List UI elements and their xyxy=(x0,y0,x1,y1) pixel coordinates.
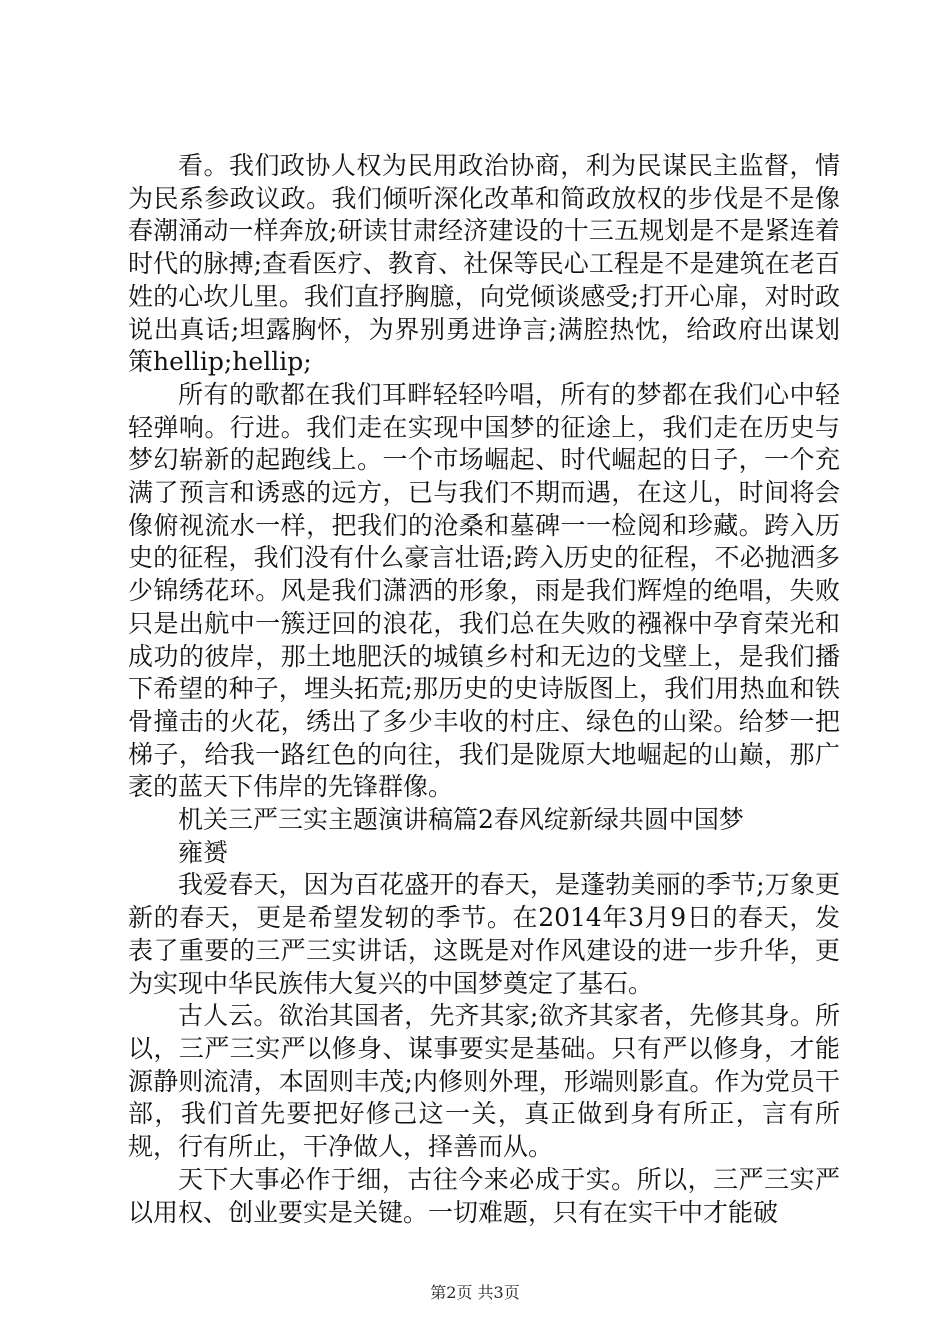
section-title: 机关三严三实主题演讲稿篇2春风绽新绿共圆中国梦 xyxy=(178,805,744,835)
paragraph-5: 天下大事必作于细，古往今来必成于实。所以，三严三实严以用权、创业要实是关键。一切难题，只有在实干中才能破 xyxy=(128,1164,840,1227)
paragraph-2: 所有的歌都在我们耳畔轻轻吟唱，所有的梦都在我们心中轻轻弹响。行进。我们走在实现中国梦的征途上，我们走在历史与梦幻崭新的起跑线上。一个市场崛起、时代崛起的日子，一个充满了预言和诱惑的远方，已与我们不期而遇，在这儿，时间将会像俯视流水一样，把我们的沧桑和墓碑一一检阅和珍藏。跨入历史的征程，我们没有什么豪言壮语;跨入历史的征程，不必抛洒多少锦绣花环。风是我们潇洒的形象，雨是我们辉煌的绝唱，失败只是出航中一簇迂回的浪花，我们总在失败的襁褓中孕育荣光和成功的彼岸，那土地肥沃的城镇乡村和无边的戈壁上，是我们播下希望的种子，埋头拓荒;那历史的史诗版图上，我们用热血和铁骨撞击的火花，绣出了多少丰收的村庄、绿色的山梁。给梦一把梯子，给我一路红色的向往，我们是陇原大地崛起的山巅，那广袤的蓝天下伟岸的先锋群像。 xyxy=(128,379,840,802)
paragraph-3: 我爱春天，因为百花盛开的春天，是蓬勃美丽的季节;万象更新的春天，更是希望发轫的季节。在2014年3月9日的春天，发表了重要的三严三实讲话，这既是对作风建设的进一步升华，更为实现中华民族伟大复兴的中国梦奠定了基石。 xyxy=(128,870,840,998)
author-name: 雍赟 xyxy=(178,837,229,867)
paragraph-1: 看。我们政协人权为民用政治协商，利为民谋民主监督，情为民系参政议政。我们倾听深化改革和简政放权的步伐是不是像春潮涌动一样奔放;研读甘肃经济建设的十三五规划是不是紧连着时代的脉搏;查看医疗、教育、社保等民心工程是不是建筑在老百姓的心坎儿里。我们直抒胸臆，向党倾谈感受;打开心扉，对时政说出真话;坦露胸怀，为界别勇进诤言;满腔热忱，给政府出谋划策hellip;hellip; xyxy=(128,151,840,377)
page-number-footer: 第2页 共3页 xyxy=(430,1283,520,1302)
document-body xyxy=(128,150,840,1229)
paragraph-4: 古人云。欲治其国者，先齐其家;欲齐其家者，先修其身。所以，三严三实严以修身、谋事要实是基础。只有严以修身，才能源静则流清，本固则丰茂;内修则外理，形端则影直。作为党员干部，我们首先要把好修己这一关，真正做到身有所正，言有所规，行有所止，干净做人，择善而从。 xyxy=(128,1001,840,1162)
